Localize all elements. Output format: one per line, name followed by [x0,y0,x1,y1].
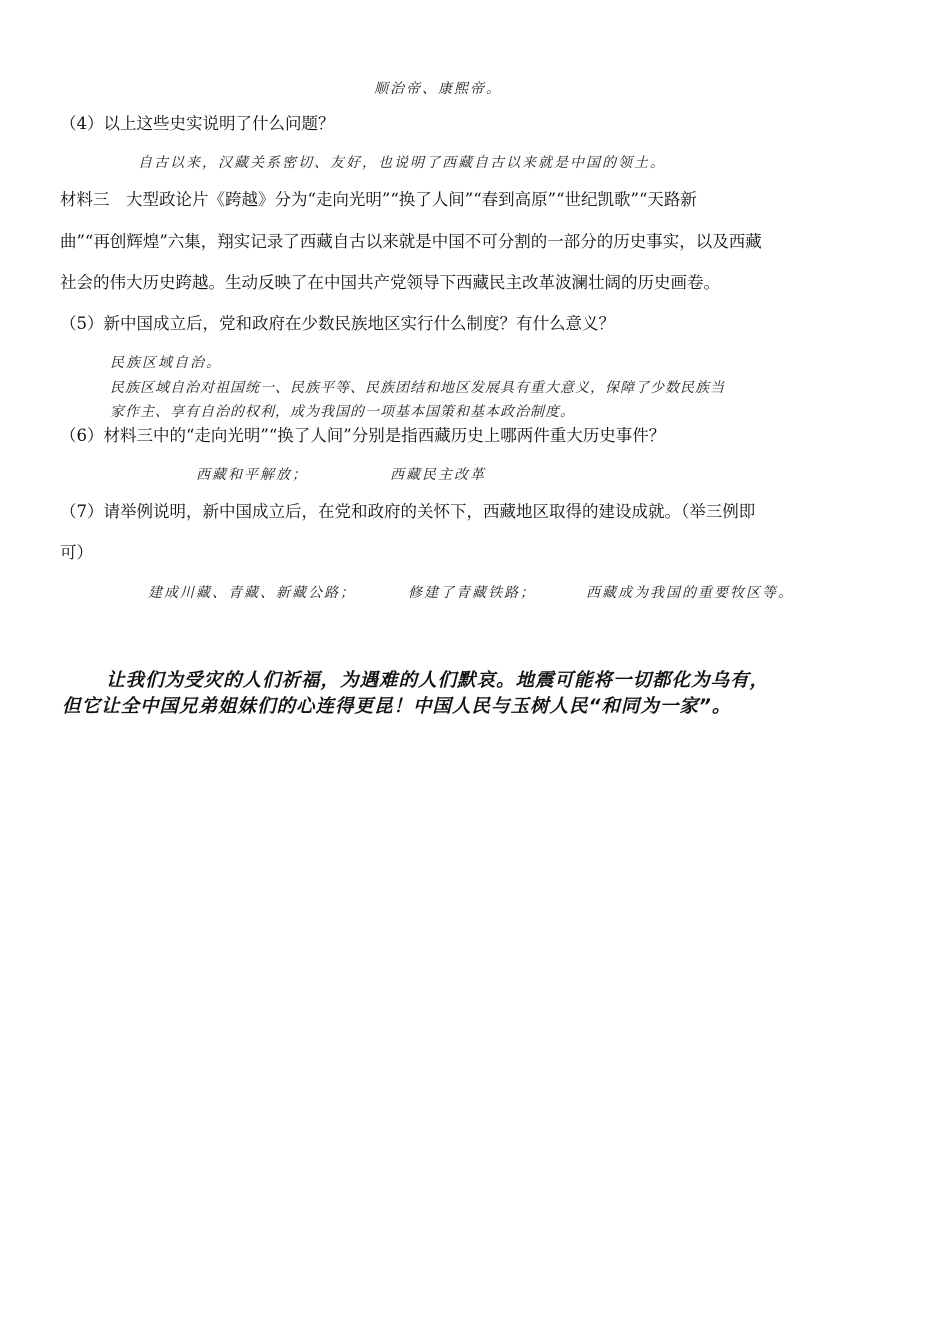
answer-q6-part-1: 西藏和平解放； [196,467,308,483]
answer-q5-line-2: 民族区域自治对祖国统一、民族平等、民族团结和地区发展具有重大意义，保障了少数民族当 [110,380,725,396]
answer-q3: 顺治帝、康熙帝。 [374,81,502,97]
material-3-line-2: 曲”“再创辉煌”六集，翔实记录了西藏自古以来就是中国不可分割的一部分的历史事实，以及西藏 [60,232,762,251]
answer-q7-part-3: 西藏成为我国的重要牧区等。 [586,585,794,601]
material-3-line-3: 社会的伟大历史跨越。生动反映了在中国共产党领导下西藏民主改革波澜壮阔的历史画卷。 [60,273,720,292]
closing-line-2: 但它让全中国兄弟姐妹们的心连得更昆！中国人民与玉树人民“和同为一家”。 [62,696,732,717]
answer-q5-line-3: 家作主、享有自治的权利，成为我国的一项基本国策和基本政治制度。 [110,404,575,420]
question-6: （6）材料三中的“走向光明”“换了人间”分别是指西藏历史上哪两件重大历史事件？ [60,426,666,445]
answer-q7-part-1: 建成川藏、青藏、新藏公路； [148,585,356,601]
material-3-line-1: 材料三 大型政论片《跨越》分为“走向光明”“换了人间”“春到高原”“世纪凯歌”“天路新 [60,190,697,209]
answer-q6-part-2: 西藏民主改革 [390,467,486,483]
answer-q7-part-2: 修建了青藏铁路； [408,585,536,601]
closing-line-1: 让我们为受灾的人们祈福，为遇难的人们默哀。地震可能将一切都化为乌有， [106,670,770,691]
question-7-line-2: 可） [60,543,93,562]
answer-q5-line-1: 民族区域自治。 [110,355,222,371]
answer-q4: 自古以来，汉藏关系密切、友好，也说明了西藏自古以来就是中国的领土。 [138,155,666,171]
question-7-line-1: （7）请举例说明，新中国成立后，在党和政府的关怀下，西藏地区取得的建设成就。（举三例即 [60,502,756,521]
question-4: （4）以上这些史实说明了什么问题？ [60,114,335,133]
question-5: （5）新中国成立后，党和政府在少数民族地区实行什么制度？有什么意义？ [60,314,615,333]
